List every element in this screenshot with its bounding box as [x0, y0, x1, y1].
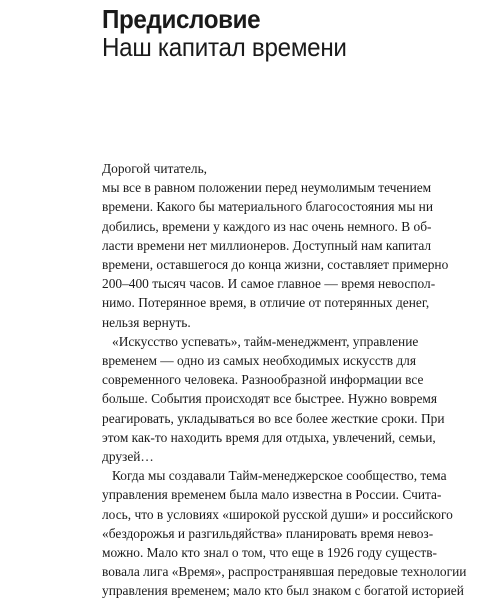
text-line: времени, оставшегося до конца жизни, составляет примерно: [102, 257, 449, 273]
text-line: можно. Мало кто знал о том, что еще в 1926 году существ-: [102, 545, 438, 561]
text-line: Когда мы создавали Тайм-менеджерское сообщество, тема: [112, 468, 447, 484]
text-line: больше. События происходят все быстрее. Нужно вовремя: [102, 391, 438, 407]
chapter-title: Предисловие: [102, 4, 261, 34]
text-line: нимо. Потерянное время, в отличие от потерянных денег,: [102, 295, 430, 311]
text-line: «Искусство успевать», тайм-менеджмент, управление: [112, 333, 419, 349]
text-line: друзей…: [102, 449, 154, 465]
text-line: «бездорожья и разгильдяйства» планировать время невоз-: [102, 525, 434, 541]
text-line: управления временем была мало известна в России. Счита-: [102, 487, 442, 503]
text-line: современного человека. Разнообразной информации все: [102, 372, 424, 388]
page-heading: [102, 5, 365, 61]
body-text: [102, 159, 467, 601]
text-line: мы все в равном положении перед неумолимым течением: [102, 180, 432, 196]
text-line: вовала лига «Время», распространявшая передовые технологии: [102, 564, 467, 580]
text-line: временем — одно из самых необходимых искусств для: [102, 353, 417, 369]
text-line: нельзя вернуть.: [102, 314, 191, 330]
text-line: лось, что в условиях «широкой русской души» и российского: [102, 506, 453, 522]
text-line: управления временем; мало кто был знаком с богатой историей: [102, 583, 464, 599]
text-line: 200–400 тысяч часов. И самое главное — время невоспол-: [102, 276, 436, 292]
text-line: ласти времени нет миллионеров. Доступный нам капитал: [102, 237, 432, 253]
text-line: этом как-то находить время для отдыха, увлечений, семьи,: [102, 429, 436, 445]
text-line: Дорогой читатель,: [102, 161, 208, 176]
text-line: добились, времени у каждого из нас очень немного. В об-: [102, 218, 432, 234]
chapter-subtitle: Наш капитал времени: [102, 32, 347, 62]
text-line: времени. Какого бы материального благосостояния мы ни: [102, 199, 434, 215]
text-line: реагировать, укладываться во все более жесткие сроки. При: [102, 410, 445, 426]
